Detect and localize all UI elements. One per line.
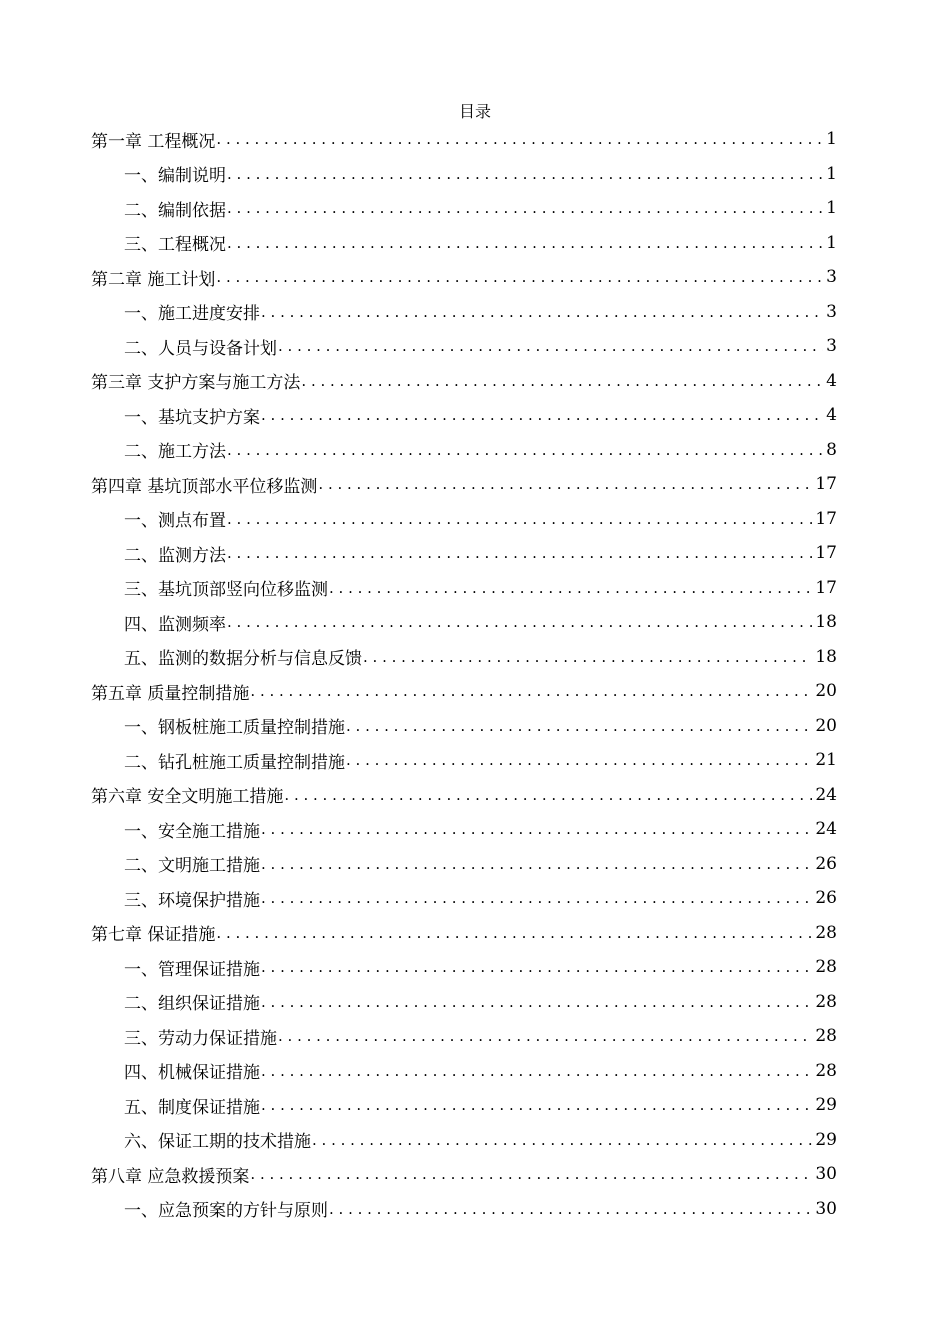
toc-chapter-entry[interactable] [91,1157,837,1192]
toc-title: 目录 [458,102,491,121]
toc-page-number: 24 [815,784,837,805]
toc-page-number: 3 [826,267,837,288]
toc-entry-text: 第七章 保证措施 [91,920,216,945]
toc-section-entry[interactable] [91,743,837,778]
dot-leader [363,648,812,666]
toc-section-entry[interactable] [91,1019,837,1054]
dot-leader [284,786,812,804]
toc-page-number: 26 [815,853,837,874]
dot-leader [278,337,823,355]
toc-entry-text: 四、监测频率 [124,610,227,635]
toc-entry-text: 一、应急预案的方针与原则 [124,1196,329,1221]
toc-entry-text: 第四章 基坑顶部水平位移监测 [91,472,318,497]
dot-leader [227,510,812,528]
toc-entry-text: 五、制度保证措施 [124,1093,261,1118]
dot-leader [216,924,812,942]
toc-section-entry[interactable] [91,191,837,226]
toc-page-number: 20 [815,715,837,736]
toc-chapter-entry[interactable] [91,364,837,399]
dot-leader [301,372,823,390]
toc-entry-text: 第八章 应急救援预案 [91,1162,250,1187]
toc-entry-text: 二、钻孔桩施工质量控制措施 [124,748,346,773]
toc-section-entry[interactable] [91,433,837,468]
toc-page-number: 1 [826,232,837,253]
toc-entry-text: 五、监测的数据分析与信息反馈 [124,644,363,669]
dot-leader [250,1165,812,1183]
toc-page-number: 18 [815,646,837,667]
dot-leader [227,234,823,252]
dot-leader [346,751,812,769]
toc-page-number: 28 [815,1060,837,1081]
dot-leader [261,1062,812,1080]
toc-entry-text: 一、基坑支护方案 [124,403,261,428]
dot-leader [278,1027,812,1045]
toc-chapter-entry[interactable] [91,674,837,709]
dot-leader [227,613,812,631]
dot-leader [261,889,812,907]
toc-page-number: 3 [826,301,837,322]
toc-page-number: 30 [815,1164,837,1185]
toc-page-number: 17 [815,474,837,495]
toc-page-number: 3 [826,336,837,357]
toc-page-number: 17 [815,577,837,598]
toc-entry-text: 三、劳动力保证措施 [124,1024,278,1049]
dot-leader [250,682,812,700]
dot-leader [329,1200,812,1218]
toc-page-number: 26 [815,888,837,909]
toc-section-entry[interactable] [91,950,837,985]
dot-leader [329,579,812,597]
toc-entry-text: 六、保证工期的技术措施 [124,1127,312,1152]
table-of-contents [91,122,837,1226]
dot-leader [216,130,823,148]
dot-leader [261,855,812,873]
toc-entry-text: 一、钢板桩施工质量控制措施 [124,713,346,738]
toc-page-number: 28 [815,991,837,1012]
toc-entry-text: 二、文明施工措施 [124,851,261,876]
toc-section-entry[interactable] [91,571,837,606]
toc-page-number: 24 [815,819,837,840]
dot-leader [261,958,812,976]
dot-leader [216,268,823,286]
toc-page-number: 4 [826,405,837,426]
toc-chapter-entry[interactable] [91,260,837,295]
dot-leader [227,199,823,217]
toc-section-entry[interactable] [91,709,837,744]
toc-entry-text: 二、施工方法 [124,437,227,462]
toc-page-number: 17 [815,508,837,529]
toc-page-number: 17 [815,543,837,564]
toc-entry-text: 第三章 支护方案与施工方法 [91,368,301,393]
toc-entry-text: 第五章 质量控制措施 [91,679,250,704]
toc-page-number: 8 [826,439,837,460]
toc-page-number: 4 [826,370,837,391]
toc-page-number: 1 [826,129,837,150]
toc-entry-text: 第一章 工程概况 [91,127,216,152]
dot-leader [227,165,823,183]
toc-section-entry[interactable] [91,640,837,675]
toc-entry-text: 一、安全施工措施 [124,817,261,842]
toc-entry-text: 一、管理保证措施 [124,955,261,980]
toc-section-entry[interactable] [91,226,837,261]
toc-section-entry[interactable] [91,1123,837,1158]
toc-entry-text: 一、施工进度安排 [124,299,261,324]
toc-page-number: 1 [826,163,837,184]
toc-page-number: 29 [815,1095,837,1116]
toc-section-entry[interactable] [91,812,837,847]
toc-page-number: 28 [815,922,837,943]
toc-section-entry[interactable] [91,847,837,882]
toc-page-number: 20 [815,681,837,702]
toc-section-entry[interactable] [91,157,837,192]
dot-leader [261,303,823,321]
toc-section-entry[interactable] [91,1088,837,1123]
dot-leader [346,717,812,735]
toc-page-number: 28 [815,1026,837,1047]
toc-chapter-entry[interactable] [91,467,837,502]
toc-entry-text: 三、环境保护措施 [124,886,261,911]
toc-entry-text: 三、工程概况 [124,230,227,255]
toc-chapter-entry[interactable] [91,122,837,157]
toc-page-number: 29 [815,1129,837,1150]
toc-entry-text: 第六章 安全文明施工措施 [91,782,284,807]
toc-entry-text: 一、测点布置 [124,506,227,531]
toc-page-number: 21 [815,750,837,771]
toc-page-number: 1 [826,198,837,219]
toc-chapter-entry[interactable] [91,778,837,813]
toc-entry-text: 四、机械保证措施 [124,1058,261,1083]
dot-leader [261,406,823,424]
toc-section-entry[interactable] [91,1192,837,1227]
dot-leader [318,475,812,493]
dot-leader [227,544,812,562]
toc-entry-text: 一、编制说明 [124,161,227,186]
toc-section-entry[interactable] [91,536,837,571]
toc-section-entry[interactable] [91,502,837,537]
toc-section-entry[interactable] [91,1054,837,1089]
toc-page-number: 30 [815,1198,837,1219]
toc-section-entry[interactable] [91,985,837,1020]
toc-section-entry[interactable] [91,295,837,330]
toc-entry-text: 二、组织保证措施 [124,989,261,1014]
toc-entry-text: 三、基坑顶部竖向位移监测 [124,575,329,600]
toc-entry-text: 第二章 施工计划 [91,265,216,290]
toc-section-entry[interactable] [91,398,837,433]
toc-entry-text: 二、编制依据 [124,196,227,221]
toc-section-entry[interactable] [91,329,837,364]
toc-page-number: 18 [815,612,837,633]
toc-section-entry[interactable] [91,881,837,916]
dot-leader [261,993,812,1011]
toc-entry-text: 二、人员与设备计划 [124,334,278,359]
toc-entry-text: 二、监测方法 [124,541,227,566]
dot-leader [261,820,812,838]
toc-page-number: 28 [815,957,837,978]
dot-leader [312,1131,812,1149]
toc-section-entry[interactable] [91,605,837,640]
dot-leader [261,1096,812,1114]
dot-leader [227,441,823,459]
toc-chapter-entry[interactable] [91,916,837,951]
